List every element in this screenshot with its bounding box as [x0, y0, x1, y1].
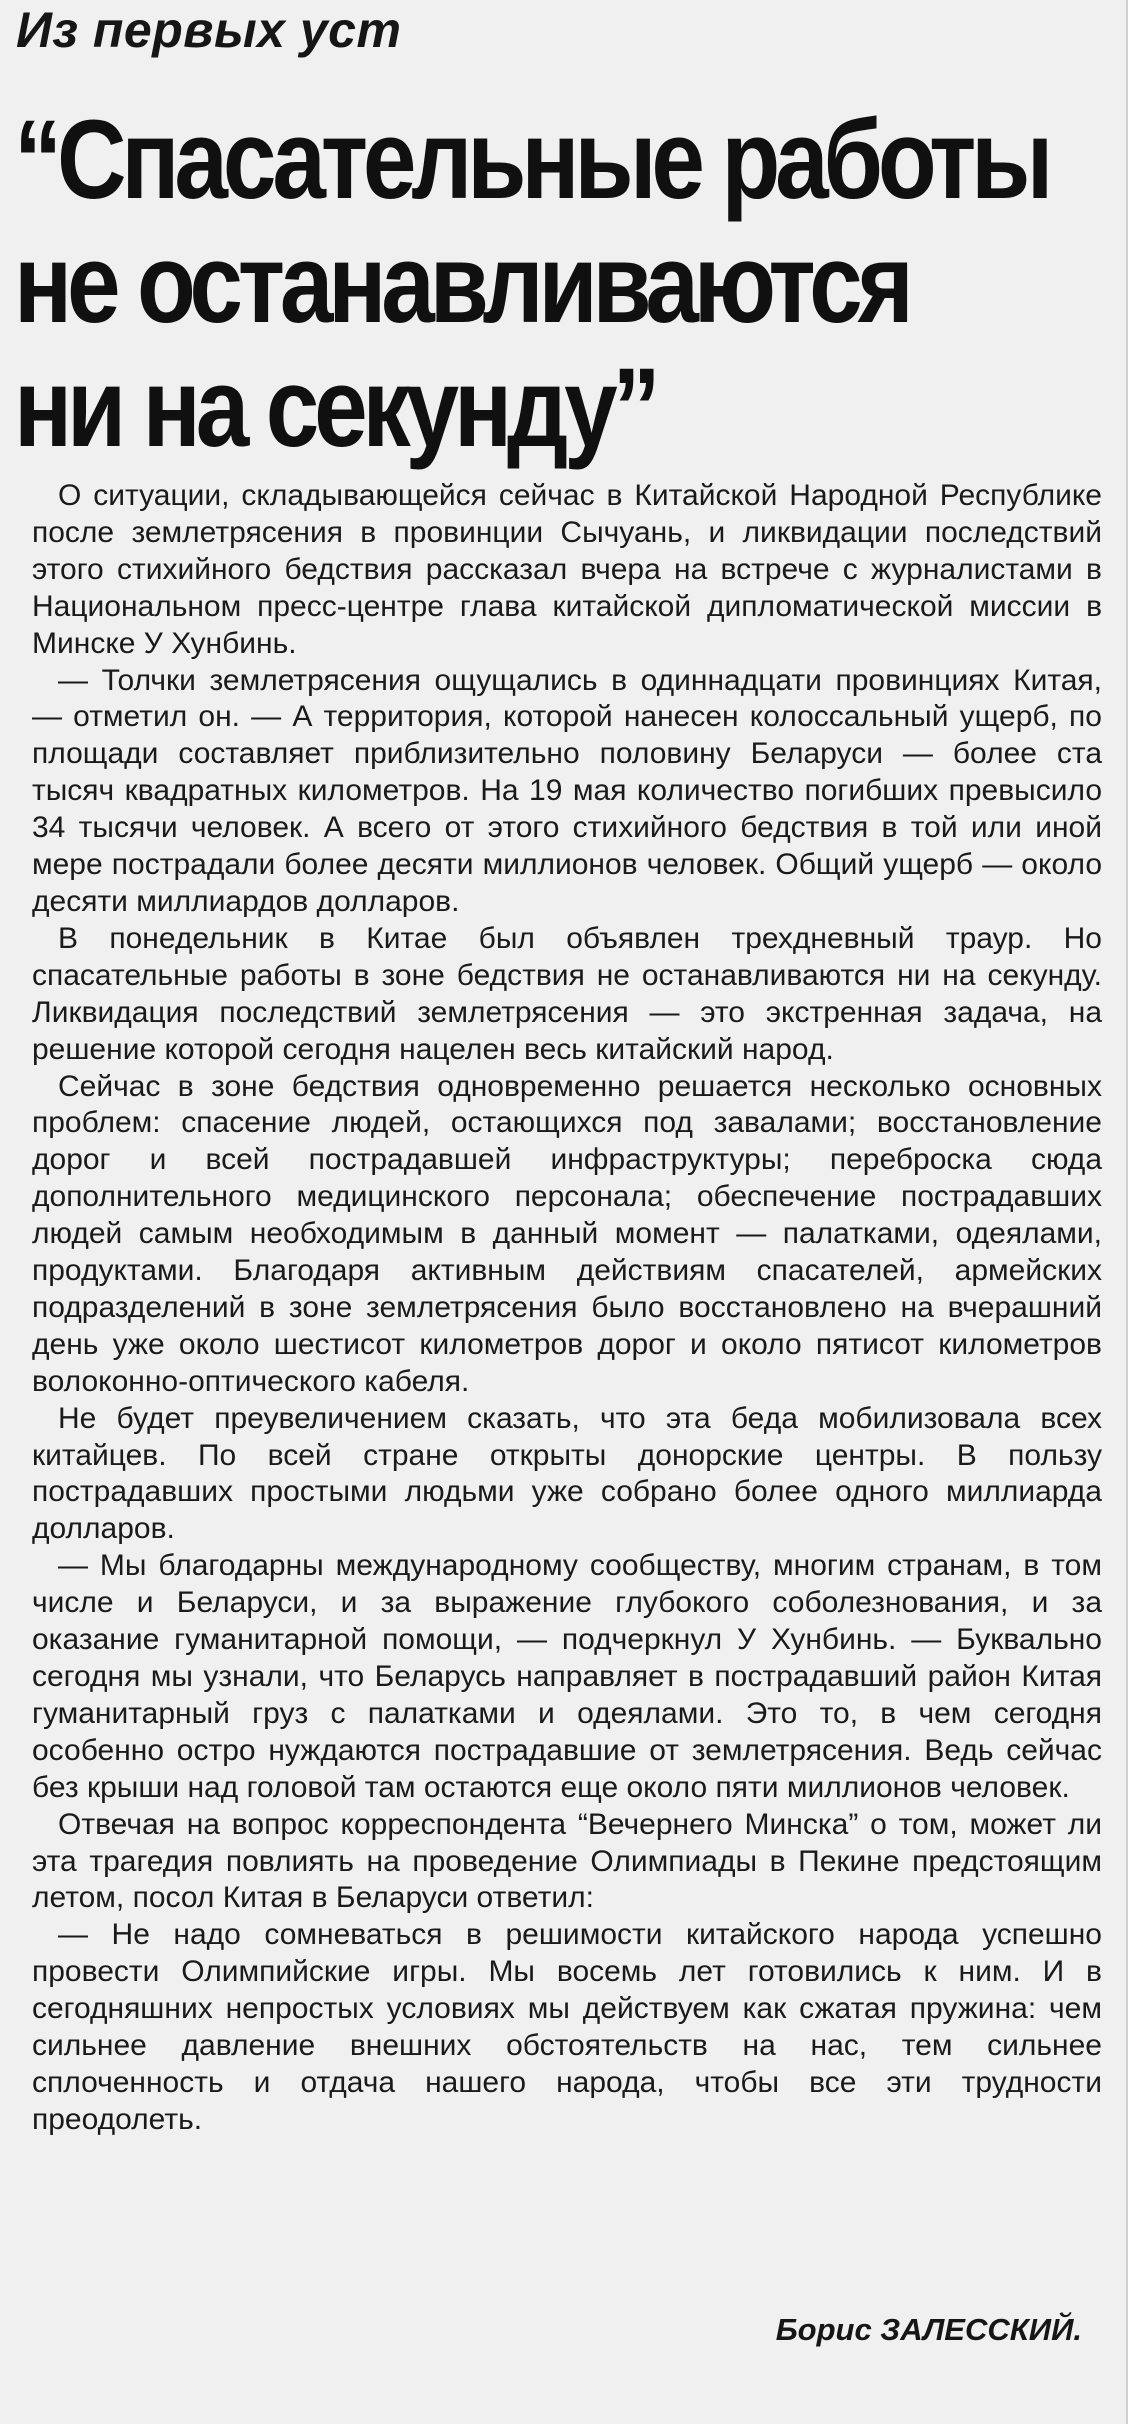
rubric-label: Из первых уст	[16, 2, 402, 58]
article-paragraph-6: — Мы благодарны международному сообществу, многим странам, в том числе и Беларуси, и за выражение глубокого соболезнования, и за оказание гуманитарной помощи, — подчеркнул У Хунбинь. — Буквально сегодня мы узнали, что Беларусь направляет в пострадавший район Китая гуманитарный груз с палатками и одеялами. Это то, в чем сегодня особенно остро нуждаются пострадавшие от землетрясения. Ведь сейчас без крыши над головой там остаются еще около пяти миллионов человек.	[32, 1549, 1102, 1804]
headline-line-2: не останавливаются	[14, 221, 909, 346]
article-paragraph-1: О ситуации, складывающейся сейчас в Китайской Народной Республике после землетрясения в провинции Сычуань, и ликвидации последствий этого стихийного бедствия рассказал вчера на встрече с журналистами в Национальном пресс-центре глава китайской дипломатической миссии в Минске У Хунбинь.	[32, 479, 1102, 660]
article-paragraph-2: — Толчки землетрясения ощущались в одиннадцати провинциях Китая, — отметил он. — А территория, которой нанесен колоссальный ущерб, по площади составляет приблизительно половину Беларуси — более ста тысяч квадратных километров. На 19 мая количество погибших превысило 34 тысячи человек. А всего от этого стихийного бедствия в той или иной мере пострадали более десяти миллионов человек. Общий ущерб — около десяти миллиардов долларов.	[32, 663, 1102, 918]
headline-line-1: “Спасательные работы	[14, 97, 1049, 222]
author-byline: Борис ЗАЛЕССКИЙ.	[775, 2312, 1082, 2347]
article-paragraph-7: Отвечая на вопрос корреспондента “Вечернего Минска” о том, может ли эта трагедия повлиять на проведение Олимпиады в Пекине предстоящим летом, посол Китая в Беларуси ответил:	[32, 1807, 1102, 1915]
article-body	[32, 478, 1102, 2139]
headline-line-3: ни на секунду”	[14, 345, 656, 470]
article-paragraph-3: В понедельник в Китае был объявлен трехдневный траур. Но спасательные работы в зоне бедствия не останавливаются ни на секунду. Ликвидация последствий землетрясения — это экстренная задача, на решение которой сегодня нацелен весь китайский народ.	[32, 921, 1102, 1066]
article-paragraph-5: Не будет преувеличением сказать, что эта беда мобилизовала всех китайцев. По всей стране открыты донорские центры. В пользу пострадавших простыми людьми уже собрано более одного миллиарда долларов.	[32, 1401, 1102, 1546]
article-paragraph-4: Сейчас в зоне бедствия одновременно решается несколько основных проблем: спасение людей, остающихся под завалами; восстановление дорог и всей пострадавшей инфраструктуры; переброска сюда дополнительного медицинского персонала; обеспечение пострадавших людей самым необходимым в данный момент — палатками, одеялами, продуктами. Благодаря активным действиям спасателей, армейских подразделений в зоне землетрясения было восстановлено на вчерашний день уже около шестисот километров дорог и около пятисот километров волоконно-оптического кабеля.	[32, 1069, 1102, 1398]
article-paragraph-8: — Не надо сомневаться в решимости китайского народа успешно провести Олимпийские игры. Мы восемь лет готовились к ним. И в сегодняшних непростых условиях мы действуем как сжатая пружина: чем сильнее давление внешних обстоятельств на нас, тем сильнее сплоченность и отдача нашего народа, чтобы все эти трудности преодолеть.	[32, 1918, 1102, 2136]
headline	[14, 97, 1049, 470]
